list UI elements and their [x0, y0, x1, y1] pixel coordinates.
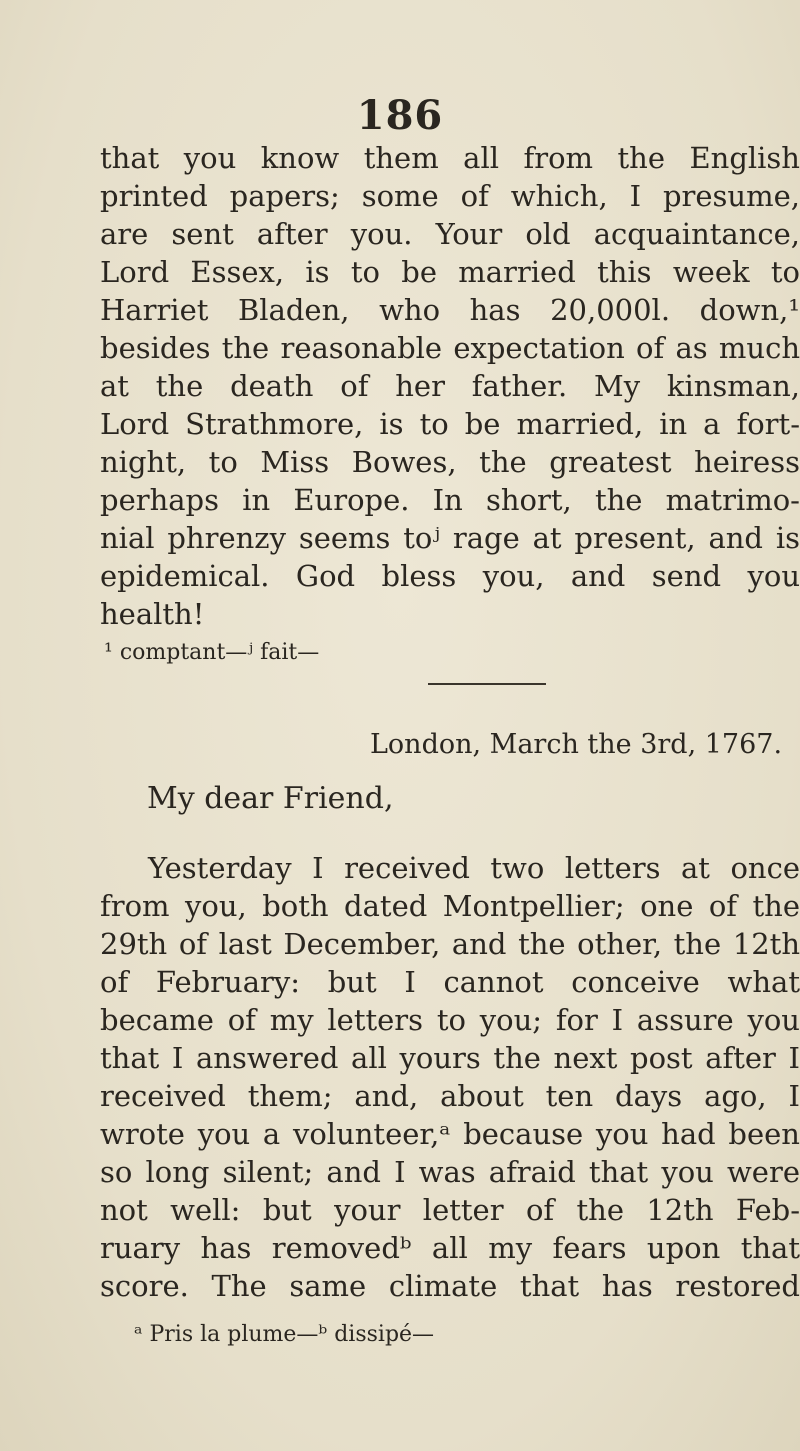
- text-line: received them; and, about ten days ago, I: [100, 1079, 800, 1113]
- text-line: Lord Strathmore, is to be married, in a fort-: [100, 407, 800, 441]
- section-divider: [428, 683, 546, 685]
- text-line: health!: [100, 597, 205, 631]
- footnote: ᵃ Pris la plume—ᵇ dissipé—: [134, 1322, 435, 1347]
- letter-dateline: London, March the 3rd, 1767.: [370, 729, 783, 760]
- text-line: night, to Miss Bowes, the greatest heiress: [100, 445, 800, 479]
- text-line: Harriet Bladen, who has 20,000l. down,¹: [100, 293, 800, 327]
- text-line: not well: but your letter of the 12th Feb-: [100, 1193, 800, 1227]
- text-line: besides the reasonable expectation of as much: [100, 331, 800, 365]
- text-line: at the death of her father. My kinsman,: [100, 369, 800, 403]
- letter-salutation: My dear Friend,: [147, 781, 394, 816]
- text-line: ruary has removedᵇ all my fears upon that: [100, 1231, 800, 1265]
- text-line: of February: but I cannot conceive what: [100, 965, 800, 999]
- footnote: ¹ comptant—ʲ fait—: [104, 640, 320, 665]
- text-line: Yesterday I received two letters at once: [148, 851, 800, 885]
- text-line: that you know them all from the English: [100, 141, 800, 175]
- text-line: from you, both dated Montpellier; one of the: [100, 889, 800, 923]
- text-line: nial phrenzy seems toʲ rage at present, and is: [100, 521, 800, 555]
- text-line: epidemical. God bless you, and send you: [100, 559, 800, 593]
- text-line: Lord Essex, is to be married this week to: [100, 255, 800, 289]
- page-number: 186: [356, 92, 444, 139]
- text-line: score. The same climate that has restored: [100, 1269, 800, 1303]
- text-line: perhaps in Europe. In short, the matrimo-: [100, 483, 800, 517]
- text-line: so long silent; and I was afraid that you were: [100, 1155, 800, 1189]
- text-line: became of my letters to you; for I assure you: [100, 1003, 800, 1037]
- text-line: that I answered all yours the next post after I: [100, 1041, 800, 1075]
- text-line: printed papers; some of which, I presume,: [100, 179, 800, 213]
- text-line: are sent after you. Your old acquaintance,: [100, 217, 800, 251]
- text-line: wrote you a volunteer,ᵃ because you had been: [100, 1117, 800, 1151]
- text-line: 29th of last December, and the other, the 12th: [100, 927, 800, 961]
